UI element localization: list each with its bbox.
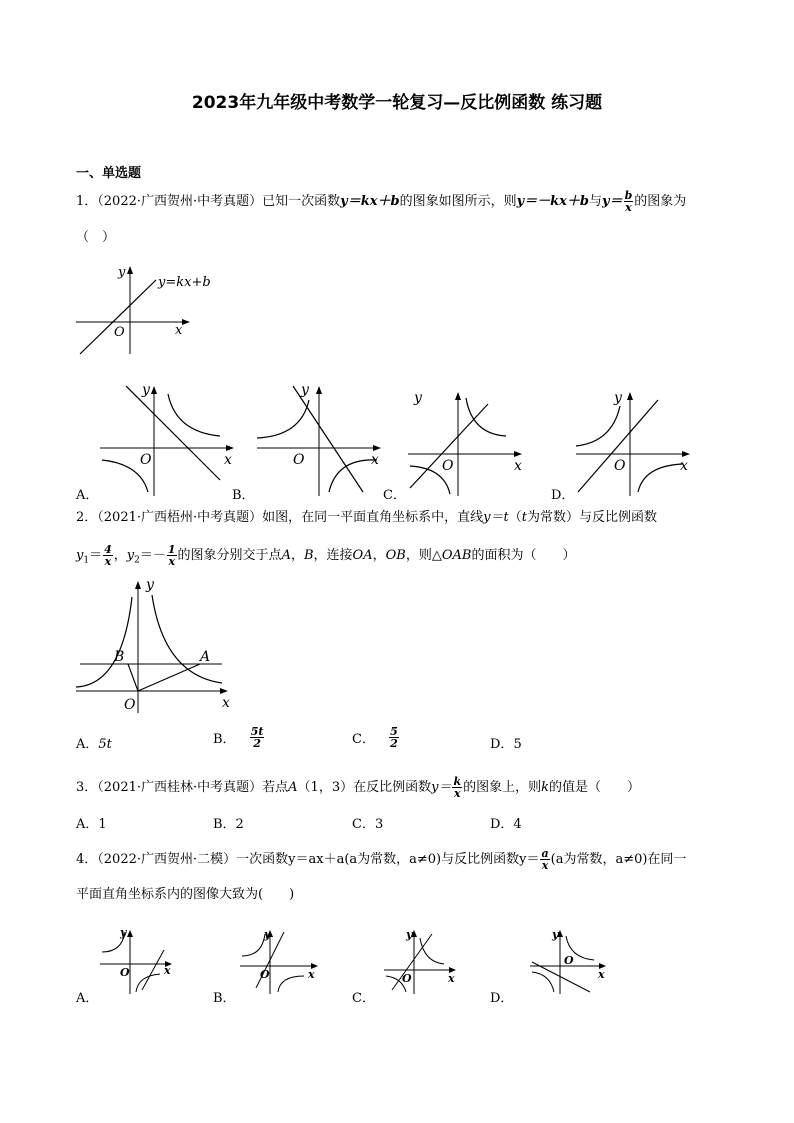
svg-text:x: x: [448, 972, 455, 985]
q3-option-b[interactable]: B．2: [213, 817, 244, 832]
svg-text:O: O: [402, 972, 412, 985]
q4-option-c[interactable]: C．: [352, 991, 375, 1006]
q2-option-a[interactable]: A．5t: [76, 737, 112, 752]
svg-text:x: x: [680, 458, 688, 474]
svg-text:x: x: [308, 968, 315, 981]
q2-axis-x: x: [222, 695, 230, 711]
q1-option-b-graph: [253, 380, 393, 500]
svg-text:x: x: [224, 452, 232, 468]
svg-text:O: O: [564, 954, 574, 967]
q1-option-a-graph: [96, 380, 236, 500]
svg-text:x: x: [598, 968, 605, 981]
q3-option-d[interactable]: D．4: [490, 817, 522, 832]
q1-stem-axis-x: x: [175, 323, 183, 338]
q2-origin: O: [124, 697, 136, 713]
svg-text:O: O: [293, 452, 305, 468]
svg-text:y: y: [414, 390, 422, 406]
svg-text:x: x: [164, 964, 171, 977]
q4-option-c-graph: [380, 926, 466, 996]
question-2-line2: $y_1=$ $\frac{4}{x}$ ，$y_2=-$ $\frac{1}{x}$ 的图象分别交于点A，B，连接OA，OB，则△OAB的面积为（ ）: [76, 543, 576, 568]
svg-text:y: y: [301, 382, 309, 398]
q2-point-b: B: [114, 649, 125, 665]
q3-option-a[interactable]: A．1: [76, 817, 107, 832]
q1-option-d-graph: [572, 380, 702, 500]
svg-text:x: x: [371, 452, 379, 468]
q1-stem-axis-y: y: [118, 265, 126, 280]
q4-option-d[interactable]: D．: [490, 991, 514, 1006]
q4-option-b[interactable]: B．: [213, 991, 236, 1006]
q4-option-d-graph: [528, 926, 614, 996]
svg-text:O: O: [614, 458, 626, 474]
q2-option-c[interactable]: C． $\frac{5}{2}$: [352, 725, 398, 750]
svg-text:O: O: [442, 458, 454, 474]
section-heading: 一、单选题: [76, 166, 142, 181]
svg-text:O: O: [260, 968, 270, 981]
svg-text:y: y: [264, 928, 271, 941]
page-title: 2023年九年级中考数学一轮复习—反比例函数 练习题: [191, 93, 603, 113]
svg-text:y: y: [406, 928, 413, 941]
question-1-paren: （ ）: [76, 230, 116, 245]
question-2-line1: 2．（2021·广西梧州·中考真题）如图，在同一平面直角坐标系中，直线y＝t（t为常数）与反比例函数: [76, 510, 657, 525]
q4-option-a[interactable]: A．: [76, 991, 99, 1006]
question-3-text: 3．（2021·广西桂林·中考真题）若点A（1，3）在反比例函数y＝ $\frac{k}{x}$ 的图象上，则k的值是（ ）: [76, 775, 640, 800]
q2-graph: [72, 575, 242, 715]
q2-point-a: A: [200, 649, 211, 665]
q1-option-c[interactable]: C．: [383, 488, 406, 503]
svg-text:y: y: [552, 928, 559, 941]
q1-option-b[interactable]: B．: [232, 488, 255, 503]
svg-text:O: O: [120, 966, 130, 979]
q4-option-b-graph: [238, 926, 324, 996]
q2-option-d[interactable]: D．5: [490, 737, 522, 752]
svg-text:O: O: [140, 452, 152, 468]
q1-option-d[interactable]: D．: [551, 488, 575, 503]
svg-text:y: y: [142, 382, 150, 398]
q3-option-c[interactable]: C．3: [352, 817, 384, 832]
q2-axis-y: y: [146, 577, 154, 593]
q2-option-b[interactable]: B． $\frac{5t}{2}$: [213, 725, 264, 750]
q4-option-a-graph: [98, 926, 178, 996]
svg-text:y: y: [614, 390, 622, 406]
question-4-line2: 平面直角坐标系内的图像大致为( ): [76, 887, 295, 902]
q1-option-c-graph: [404, 380, 534, 500]
q1-option-a[interactable]: A．: [76, 488, 99, 503]
svg-text:x: x: [514, 458, 522, 474]
question-4-line1: 4．（2022·广西贺州·二模）一次函数y＝ax＋a(a为常数，a≠0)与反比例函数y＝ $\frac{a}{x}$ (a为常数，a≠0)在同一: [76, 847, 687, 872]
svg-text:y: y: [120, 926, 127, 939]
q1-stem-graph: [70, 260, 220, 360]
q1-stem-label: y=kx+b: [158, 275, 211, 290]
q1-stem-origin: O: [114, 325, 125, 340]
question-1-text: 1．（2022·广西贺州·中考真题）已知一次函数y＝kx＋b的图象如图所示，则y＝－kx＋b与y＝ $\frac{b}{x}$ 的图象为: [76, 189, 687, 214]
